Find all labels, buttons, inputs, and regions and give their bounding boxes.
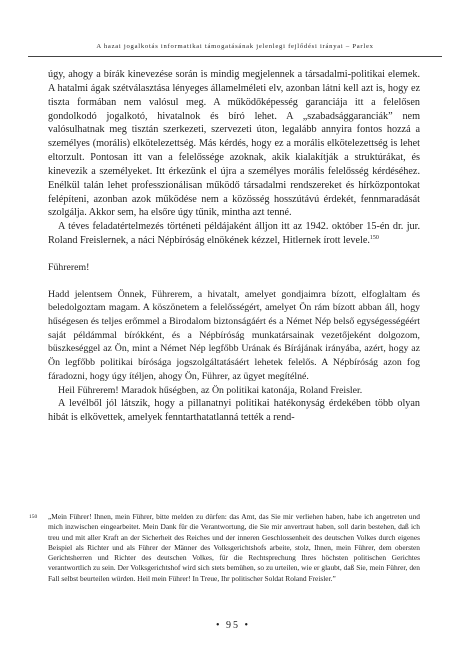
- letter-closing: Heil Führerem! Maradok hűségben, az Ön politikai katonája, Roland Freisler.: [58, 384, 363, 396]
- letter-body: Hadd jelentsem Önnek, Führerem, a hivatalt, amelyet gondjaimra bízott, elfoglaltam és beledolgoztam magam. A köszönetem a felelősségért, amelyet Ön rám bízott abban áll, hogy hűségesen és teljes erőmmel a Birodalom biztonságáért és a Német Nép belső egységességéért saját példámmal bírókként, és a Népbíróság munkatársainak vezetőjeként dolgozom, büszkeséggel az Ön, mint a Német Nép legfőbb Urának és Bírájának irányába, azért, hogy az Ön legfőbb politikai bírósága jogszolgáltatásáért lehetek felelős. A Népbíróság azon fog fáradozni, hogy úgy ítéljen, ahogy Ön, Führer, az ügyet megítélné.: [48, 288, 420, 382]
- paragraph: úgy, ahogy a bírák kinevezése során is mindig megjelennek a társadalmi-politikai elemek. A hatalmi ágak szétválasztása lényeges államelméleti elv, azonban látni kell azt is, hogy ez tiszta formában nem valósul meg. A működőképesség garanciája itt a felelősen gondolkodó jogalkotó, hivatalnok és bíró lehet. A „szabadsággaranciák” nem valósulhatnak meg tisztán szerkezeti, szervezeti úton, legalább annyira fontos hozzá a személyes (morális) elkötelezettség. Más kérdés, hogy ez a morális elkötelezettség is lehet eltorzult. Pontosan itt van a felelőssége azoknak, akik kialakítják a struktúrákat, és kinevezik a személyeket. Itt érkezünk el újra a személyes morális felelősség kérdéséhez. Enélkül talán lehet professzionálisan működő társadalmi rendszereket és hírközpontokat felépíteni, azonban azok működése nem a közösség hosszútávú érdekét, fennmaradását szolgálja. Akkor sem, ha elsőre úgy tűnik, mintha azt tenné.: [48, 69, 420, 219]
- page-number: • 95 •: [215, 620, 250, 631]
- header-rule: [28, 56, 442, 57]
- paragraph: [48, 220, 420, 248]
- letter-salutation: Führerem!: [48, 261, 90, 273]
- paragraph-text: A téves feladatértelmezés történeti példájaként álljon itt az 1942. október 15-én dr. jur. Roland Freislernek, a náci Népbíróság elnökének kézzel, Hitlernek írott levele.: [48, 221, 420, 247]
- footnote-reference[interactable]: 150: [369, 235, 379, 242]
- footnote-number: 150: [29, 514, 38, 520]
- paragraph: A levélből jól látszik, hogy a pillanatnyi politikai hatékonyság érdekében több olyan hibát is elkövettek, amelyek fenntarthatatlanná tették a rend-: [48, 398, 420, 424]
- quoted-letter: [48, 261, 420, 397]
- running-header: A hazai jogalkotás informatikai támogatásának jelenlegi fejlődési irányai – Parlex: [96, 43, 374, 50]
- footnote: [29, 512, 420, 584]
- footnote-text: „Mein Führer! Ihnen, mein Führer, bitte melden zu dürfen: das Amt, das Sie mir verliehen haben, habe ich angetreten und mich inzwischen eingearbeitet. Mein Dank für die Verantwortung, die Sie mir anvertraut haben, soll darin bestehen, daß ich treu und mit aller Kraft an der Sicherheit des Reiches und der inneren Geschlossenheit des deutschen Volkes durch eigenes Beispiel als Richter und als Führer der Männer des Volksgerichtshofs arbeite, stolz, Ihnen, mein Führer, dem obersten Gerichtsherren und Richter des deutschen Volkes, für die Rechtsprechung Ihres höchsten politischen Gerichtes verantwortlich zu sein. Der Volksgerichtshof wird sich stets bemühen, so zu urteilen, wie er glaubt, daß Sie, mein Führer, den Fall selbst beurteilen würden. Heil mein Führer! In Treue, Ihr politischer Soldat Roland Freisler.”: [48, 512, 420, 583]
- main-text: [48, 68, 420, 425]
